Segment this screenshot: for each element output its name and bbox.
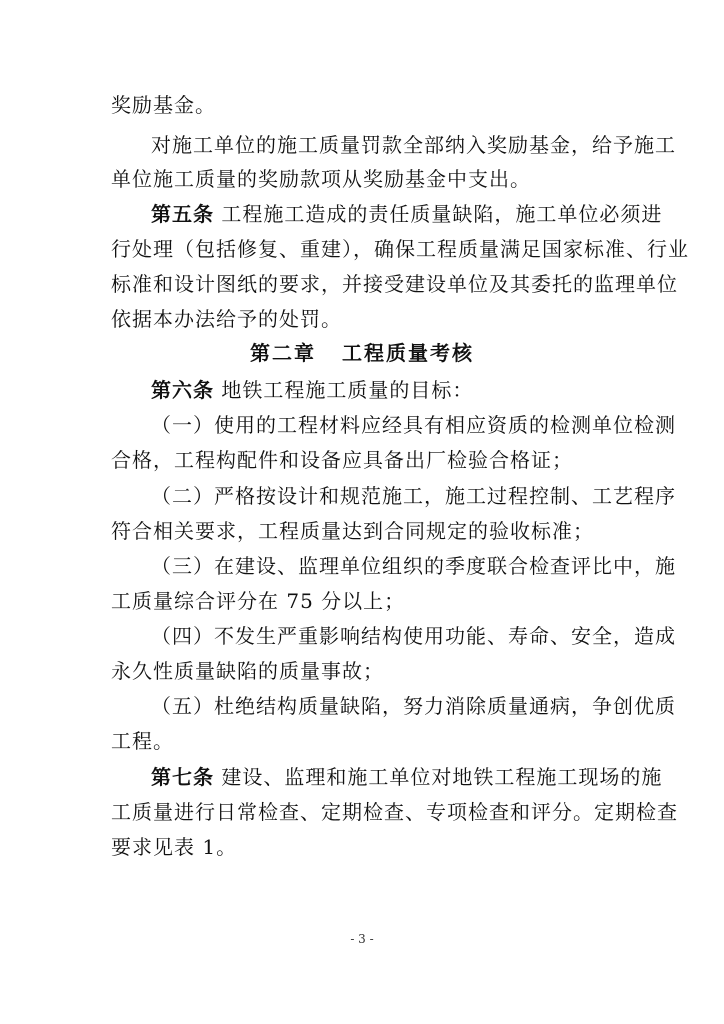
article-5-text: 工程施工造成的责任质量缺陷，施工单位必须进 bbox=[214, 202, 663, 226]
paragraph-line: 工质量进行日常检查、定期检查、专项检查和评分。定期检查 bbox=[111, 800, 678, 824]
article-7-text: 建设、监理和施工单位对地铁工程施工现场的施 bbox=[214, 765, 663, 789]
chapter-number: 第二章 bbox=[250, 341, 316, 365]
article-6-line bbox=[151, 373, 631, 407]
list-item-line: （二）严格按设计和规范施工，施工过程控制、工艺程序 bbox=[151, 484, 676, 508]
list-item-line: （一）使用的工程材料应经具有相应资质的检测单位检测 bbox=[151, 413, 676, 437]
chapter-title: 工程质量考核 bbox=[342, 341, 474, 365]
paragraph-line: 标准和设计图纸的要求，并接受建设单位及其委托的监理单位 bbox=[111, 272, 678, 296]
article-7-label: 第七条 bbox=[151, 765, 214, 789]
list-item-line: （四）不发生严重影响结构使用功能、寿命、安全，造成 bbox=[151, 624, 676, 648]
paragraph-line: 对施工单位的施工质量罚款全部纳入奖励基金，给予施工 bbox=[151, 133, 676, 157]
article-6-label: 第六条 bbox=[151, 378, 214, 402]
list-item-line: 永久性质量缺陷的质量事故； bbox=[111, 659, 384, 683]
paragraph-line: 行处理（包括修复、重建），确保工程质量满足国家标准、行业 bbox=[111, 237, 689, 261]
paragraph-line: 奖励基金。 bbox=[111, 93, 216, 117]
paragraph-line: 依据本办法给予的处罚。 bbox=[111, 307, 342, 331]
page-number: - 3 - bbox=[350, 932, 374, 946]
article-5-line bbox=[151, 197, 663, 231]
list-item-line: 工质量综合评分在 75 分以上； bbox=[111, 589, 406, 613]
list-item-line: 合格，工程构配件和设备应具备出厂检验合格证； bbox=[111, 448, 573, 472]
chapter-heading bbox=[0, 336, 724, 370]
list-item-line: 工程。 bbox=[111, 729, 174, 753]
article-5-label: 第五条 bbox=[151, 202, 214, 226]
article-6-text: 地铁工程施工质量的目标： bbox=[214, 378, 474, 402]
article-7-line bbox=[151, 760, 663, 794]
list-item-line: （三）在建设、监理单位组织的季度联合检查评比中，施 bbox=[151, 554, 676, 578]
paragraph-line: 单位施工质量的奖励款项从奖励基金中支出。 bbox=[111, 167, 531, 191]
list-item-line: 符合相关要求，工程质量达到合同规定的验收标准； bbox=[111, 519, 594, 543]
paragraph-line: 要求见表 1。 bbox=[111, 835, 238, 859]
list-item-line: （五）杜绝结构质量缺陷，努力消除质量通病，争创优质 bbox=[151, 694, 676, 718]
